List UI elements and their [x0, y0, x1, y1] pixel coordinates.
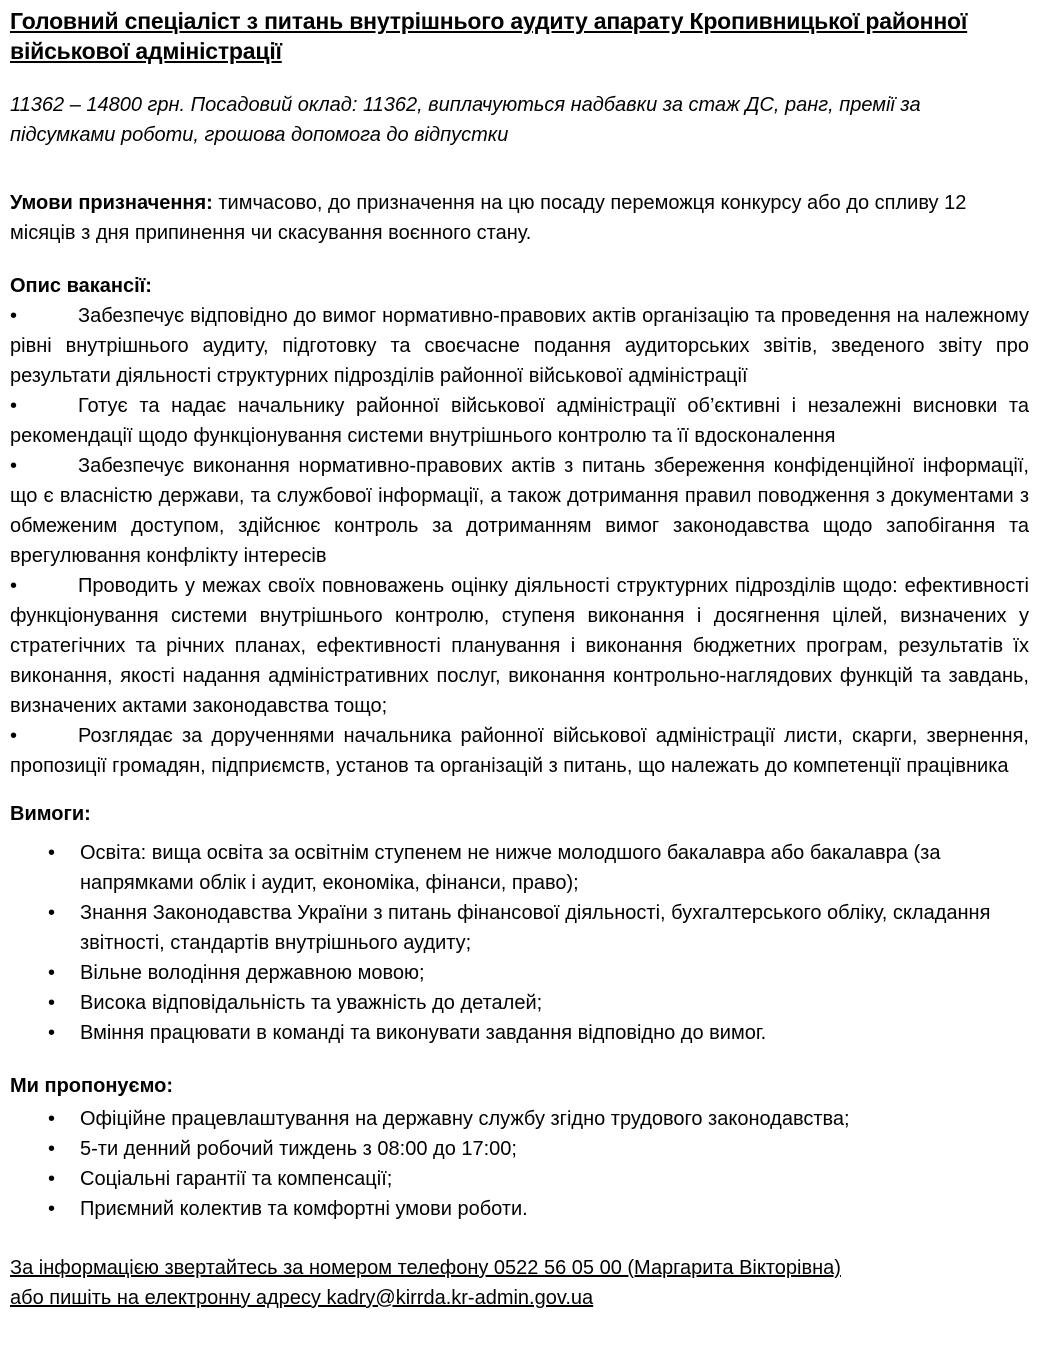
list-item [10, 721, 1029, 781]
list-item-text: Забезпечує відповідно до вимог нормативно-правових актів організацію та проведення на належному рівні внутрішнього аудиту, підготовку та своєчасне подання аудиторських звітів, зведеного звіту про результати діяльності структурних підрозділів районної військової адміністрації [10, 305, 1029, 387]
page-title: Головний спеціаліст з питань внутрішнього аудиту апарату Кропивницької районної військової адміністрації [10, 8, 968, 64]
list-item-text: Соціальні гарантії та компенсації; [80, 1168, 393, 1190]
bullet-icon: • [10, 575, 18, 597]
contact-email-line: або пишіть на електронну адресу kadry@kirrda.kr-admin.gov.ua [10, 1287, 594, 1309]
list-item [10, 898, 1029, 958]
terms-paragraph [10, 188, 1029, 248]
list-item [10, 1194, 1029, 1224]
list-item-text: Офіційне працевлаштування на державну службу згідно трудового законодавства; [80, 1108, 850, 1130]
list-item-text: 5-ти денний робочий тиждень з 08:00 до 17:00; [80, 1138, 517, 1160]
requirements-heading: Вимоги: [10, 803, 91, 825]
list-item-text: Приємний колектив та комфортні умови роботи. [80, 1198, 528, 1220]
list-item [10, 391, 1029, 451]
bullet-icon: • [48, 962, 56, 984]
list-item-text: Знання Законодавства України з питань фінансової діяльності, бухгалтерського обліку, складання звітності, стандартів внутрішнього аудиту; [80, 902, 991, 954]
requirements-list [10, 838, 1029, 1048]
list-item-text: Висока відповідальність та уважність до деталей; [80, 992, 543, 1014]
offer-list [10, 1104, 1029, 1224]
list-item [10, 988, 1029, 1018]
offer-heading: Ми пропонуємо: [10, 1075, 173, 1097]
bullet-icon: • [48, 1138, 56, 1160]
list-item [10, 1164, 1029, 1194]
bullet-icon: • [10, 305, 18, 327]
description-list [10, 301, 1029, 781]
list-item [10, 571, 1029, 721]
bullet-icon: • [48, 1198, 56, 1220]
bullet-icon: • [48, 842, 56, 864]
list-item-text: Забезпечує виконання нормативно-правових актів з питань збереження конфіденційної інформації, що є власністю держави, та службової інформації, а також дотримання правил поводження з документами з обмеженим доступом, здійснює контроль за дотриманням вимог законодавства щодо запобігання та врегулювання конфлікту інтересів [10, 455, 1029, 567]
contact-phone-line: За інформацією звертайтесь за номером телефону 0522 56 05 00 (Маргарита Вікторівна) [10, 1257, 841, 1279]
list-item-text: Готує та надає начальнику районної військової адміністрації об’єктивні і незалежні висновки та рекомендації щодо функціонування системи внутрішнього контролю та її вдосконалення [10, 395, 1029, 447]
list-item-text: Вільне володіння державною мовою; [80, 962, 425, 984]
list-item [10, 301, 1029, 391]
list-item [10, 1018, 1029, 1048]
list-item-text: Вміння працювати в команді та виконувати завдання відповідно до вимог. [80, 1022, 767, 1044]
bullet-icon: • [48, 1168, 56, 1190]
list-item-text: Розглядає за дорученнями начальника районної військової адміністрації листи, скарги, звернення, пропозиції громадян, підприємств, установ та організацій з питань, що належать до компетенції працівника [10, 725, 1029, 777]
list-item-text: Проводить у межах своїх повноважень оцінку діяльності структурних підрозділів щодо: ефективності функціонування системи внутрішнього контролю, ступеня виконання і досягнення цілей, визначених у стратегічних та річних планах, ефективності планування і виконання бюджетних програм, результатів їх виконання, якості надання адміністративних послуг, виконання контрольно-наглядових функцій та завдань, визначених актами законодавства тощо; [10, 575, 1029, 717]
terms-label: Умови призначення: [10, 192, 213, 214]
bullet-icon: • [10, 455, 18, 477]
list-item [10, 838, 1029, 898]
bullet-icon: • [48, 902, 56, 924]
terms-text: тимчасово, до призначення на цю посаду переможця конкурсу або до спливу 12 місяців з дня припинення чи скасування воєнного стану. [10, 192, 967, 244]
bullet-icon: • [10, 395, 18, 417]
bullet-icon: • [48, 992, 56, 1014]
list-item [10, 1134, 1029, 1164]
list-item [10, 958, 1029, 988]
description-heading: Опис вакансії: [10, 275, 152, 297]
bullet-icon: • [48, 1108, 56, 1130]
list-item [10, 451, 1029, 571]
list-item [10, 1104, 1029, 1134]
salary-line: 11362 – 14800 грн. Посадовий оклад: 11362, виплачуються надбавки за стаж ДС, ранг, премії за підсумками роботи, грошова допомога до відпустки [10, 94, 921, 146]
contact-block [10, 1253, 1029, 1313]
bullet-icon: • [48, 1022, 56, 1044]
bullet-icon: • [10, 725, 18, 747]
list-item-text: Освіта: вища освіта за освітнім ступенем не нижче молодшого бакалавра або бакалавра (за напрямками облік і аудит, економіка, фінанси, право); [80, 842, 941, 894]
